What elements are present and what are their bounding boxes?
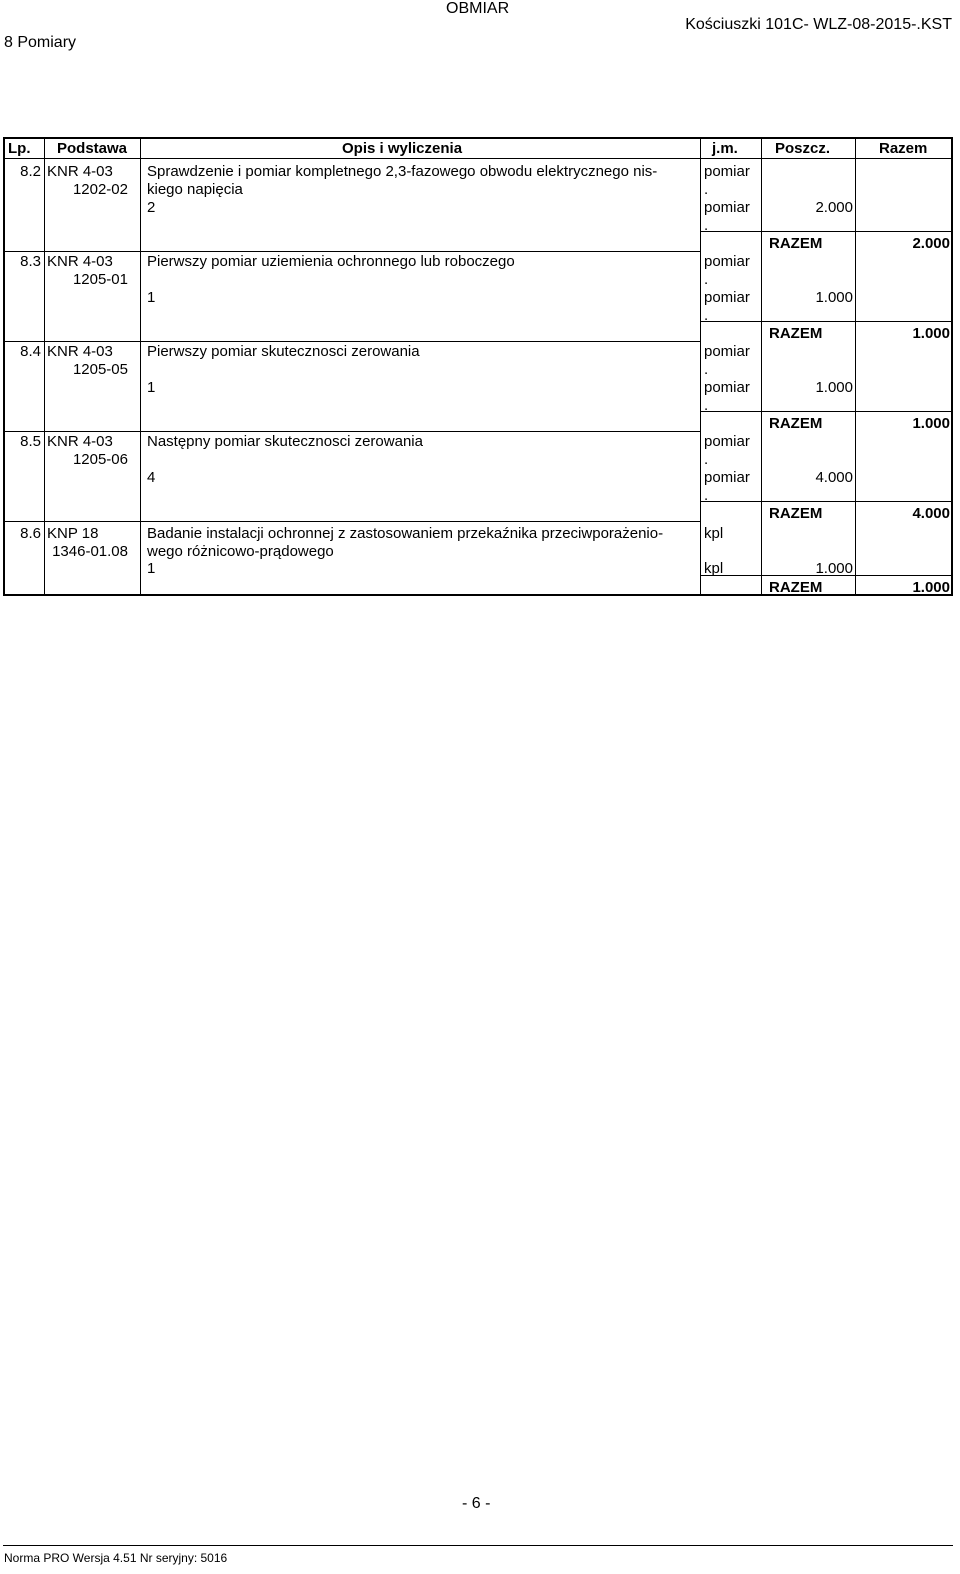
section-title: 8 Pomiary xyxy=(4,34,77,51)
file-name: Kościuszki 101C- WLZ-08-2015-.KST xyxy=(685,16,952,33)
row-unit-dot: . xyxy=(704,217,709,234)
row-razem: 1.000 xyxy=(912,579,950,596)
row-divider xyxy=(5,251,701,252)
row-description: kiego napięcia xyxy=(147,181,243,198)
row-divider xyxy=(5,341,701,342)
row-lp: 8.3 xyxy=(20,253,41,270)
column-header-lp: Lp. xyxy=(8,140,31,157)
row-razem: 1.000 xyxy=(912,415,950,432)
row-unit: pomiar xyxy=(704,433,750,450)
row-unit: kpl xyxy=(704,560,724,577)
row-description: Sprawdzenie i pomiar kompletnego 2,3-fazowego obwodu elektrycznego nis- xyxy=(147,163,658,180)
row-unit-dot: . xyxy=(704,361,709,378)
row-podstawa-code: 1205-05 xyxy=(72,361,128,378)
column-header-opis: Opis i wyliczenia xyxy=(342,140,463,157)
row-razem: 2.000 xyxy=(912,235,950,252)
row-unit: pomiar xyxy=(704,469,750,486)
row-divider xyxy=(700,501,951,502)
row-podstawa: KNR 4-03 xyxy=(47,163,113,180)
row-poszcz: 1.000 xyxy=(815,379,853,396)
column-header-razem: Razem xyxy=(879,140,928,157)
row-unit-dot: . xyxy=(704,307,709,324)
row-lp: 8.2 xyxy=(20,163,41,180)
row-lp: 8.5 xyxy=(20,433,41,450)
column-header-podstawa: Podstawa xyxy=(57,140,128,157)
row-description: Pierwszy pomiar uziemienia ochronnego lub roboczego xyxy=(147,253,515,270)
row-podstawa-code: 1346-01.08 xyxy=(52,543,128,560)
column-divider xyxy=(700,139,701,594)
row-podstawa: KNR 4-03 xyxy=(47,343,113,360)
measurement-table xyxy=(3,137,953,596)
header-rule xyxy=(5,158,951,159)
row-unit-dot: . xyxy=(704,397,709,414)
row-unit: pomiar xyxy=(704,253,750,270)
row-description: Pierwszy pomiar skutecznosci zerowania xyxy=(147,343,420,360)
row-divider xyxy=(700,411,951,412)
row-calculation: 1 xyxy=(147,379,156,396)
row-unit-dot: . xyxy=(704,181,709,198)
row-unit: pomiar xyxy=(704,343,750,360)
row-divider xyxy=(5,521,701,522)
row-divider xyxy=(700,321,951,322)
row-podstawa: KNP 18 xyxy=(47,525,99,542)
column-header-poszcz: Poszcz. xyxy=(775,140,831,157)
row-poszcz: 1.000 xyxy=(815,289,853,306)
row-lp: 8.6 xyxy=(20,525,41,542)
row-razem-label: RAZEM xyxy=(769,235,823,252)
row-description: Badanie instalacji ochronnej z zastosowaniem przekaźnika przeciwporażenio- xyxy=(147,525,664,542)
row-unit: pomiar xyxy=(704,163,750,180)
row-unit: kpl xyxy=(704,525,724,542)
row-description: wego różnicowo-prądowego xyxy=(147,543,334,560)
row-poszcz: 4.000 xyxy=(815,469,853,486)
row-description: Następny pomiar skutecznosci zerowania xyxy=(147,433,423,450)
column-header-jm: j.m. xyxy=(712,140,738,157)
row-razem: 4.000 xyxy=(912,505,950,522)
row-divider xyxy=(700,231,951,232)
document-title: OBMIAR xyxy=(446,0,510,17)
row-unit-dot: . xyxy=(704,451,709,468)
row-unit: pomiar xyxy=(704,199,750,216)
row-calculation: 4 xyxy=(147,469,156,486)
row-divider xyxy=(5,431,701,432)
row-calculation: 1 xyxy=(147,289,156,306)
row-lp: 8.4 xyxy=(20,343,41,360)
row-podstawa-code: 1202-02 xyxy=(72,181,128,198)
row-unit-dot: . xyxy=(704,271,709,288)
row-unit-dot: . xyxy=(704,487,709,504)
row-razem: 1.000 xyxy=(912,325,950,342)
row-razem-label: RAZEM xyxy=(769,579,823,596)
row-podstawa-code: 1205-01 xyxy=(72,271,128,288)
row-poszcz: 2.000 xyxy=(815,199,853,216)
row-unit: pomiar xyxy=(704,379,750,396)
column-divider xyxy=(855,139,856,594)
row-podstawa: KNR 4-03 xyxy=(47,433,113,450)
row-razem-label: RAZEM xyxy=(769,505,823,522)
row-podstawa: KNR 4-03 xyxy=(47,253,113,270)
footer-divider xyxy=(3,1545,953,1546)
row-podstawa-code: 1205-06 xyxy=(72,451,128,468)
row-calculation: 2 xyxy=(147,199,156,216)
row-razem-label: RAZEM xyxy=(769,415,823,432)
page-number: - 6 - xyxy=(462,1495,491,1512)
column-divider xyxy=(140,139,141,594)
row-poszcz: 1.000 xyxy=(815,560,853,577)
row-unit: pomiar xyxy=(704,289,750,306)
software-note: Norma PRO Wersja 4.51 Nr seryjny: 5016 xyxy=(4,1551,228,1565)
row-razem-label: RAZEM xyxy=(769,325,823,342)
row-calculation: 1 xyxy=(147,560,156,577)
